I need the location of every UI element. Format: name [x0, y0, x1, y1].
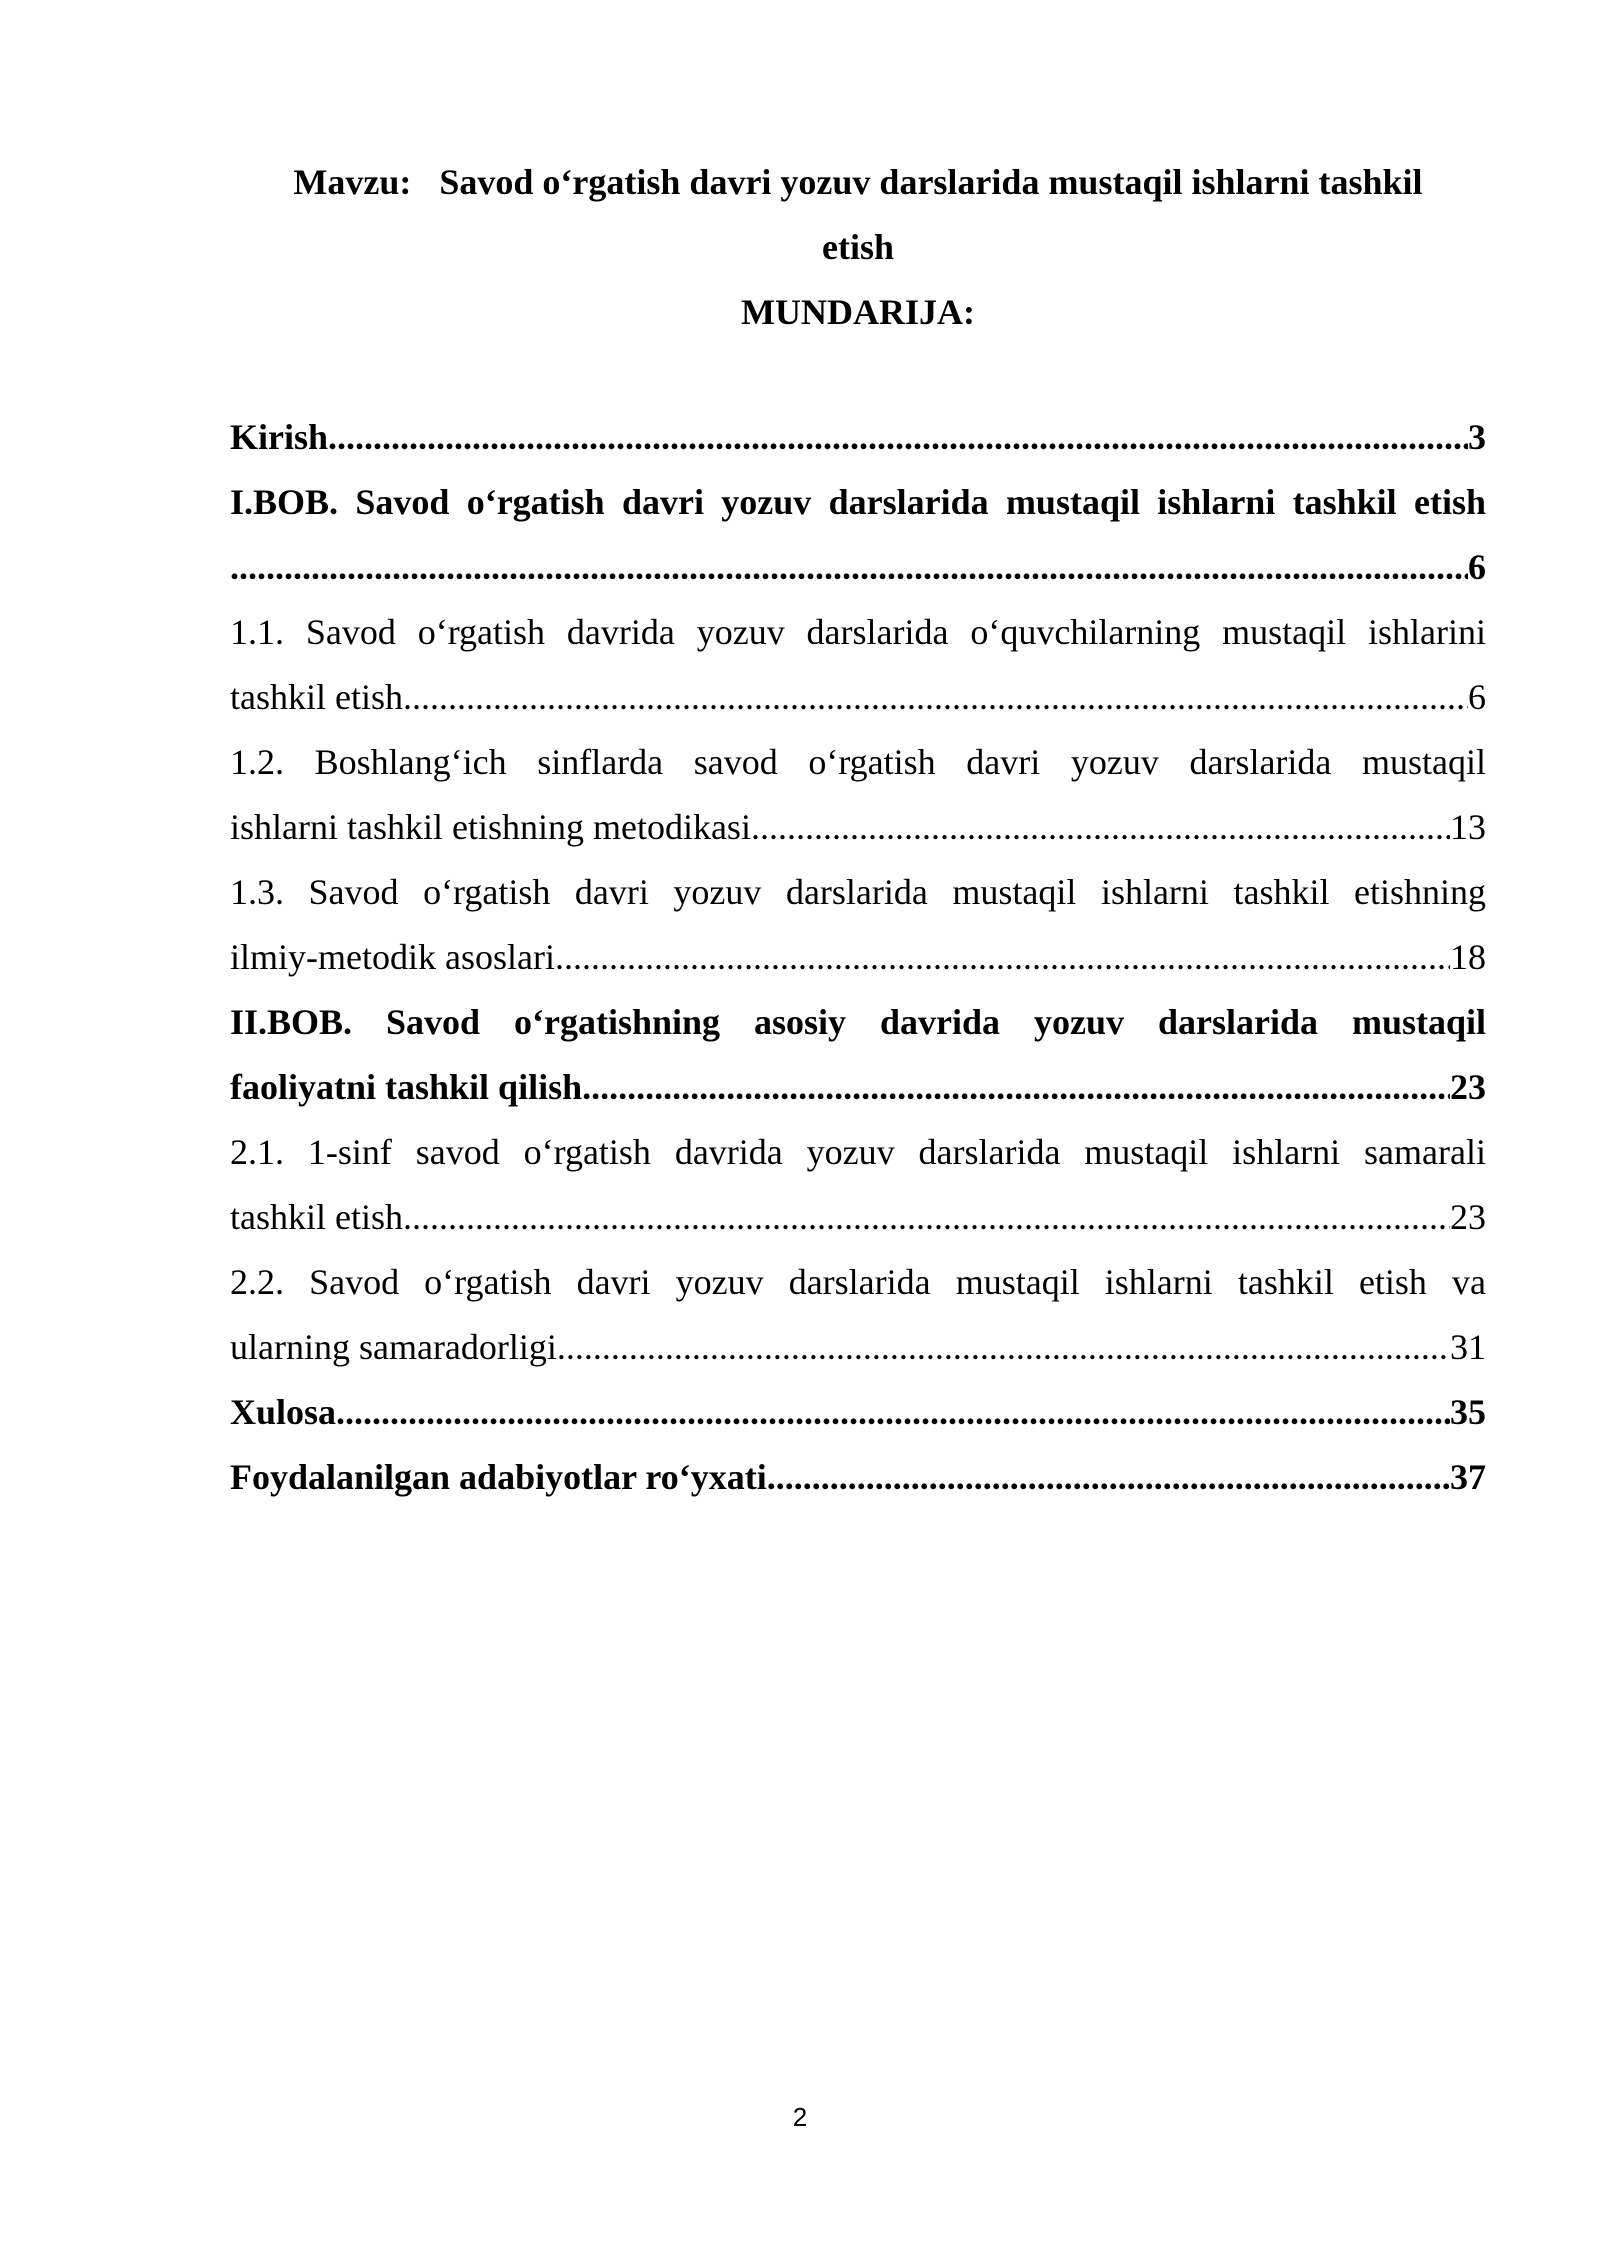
- toc-entry-text-line: 1.1. Savod o‘rgatish davrida yozuv darslarida o‘quvchilarning mustaqil ishlarini: [230, 612, 1486, 652]
- toc-entry: [230, 470, 1486, 600]
- toc-entry-text-line: 1.3. Savod o‘rgatish davri yozuv darslarida mustaqil ishlarni tashkil etishning: [230, 872, 1486, 912]
- toc-dot-leader: [555, 925, 1450, 990]
- toc-entry-title: tashkil etish: [230, 1197, 403, 1237]
- toc-leader-line: [230, 795, 1486, 860]
- toc-entry: [230, 860, 1486, 990]
- toc-entry: [230, 730, 1486, 860]
- toc-entry-text-line: II.BOB. Savod o‘rgatishning asosiy davrida yozuv darslarida mustaqil: [230, 1002, 1486, 1042]
- toc-entry: [230, 1250, 1486, 1380]
- toc-entry: [230, 600, 1486, 730]
- toc-entry-title: ularning samaradorligi: [230, 1327, 557, 1367]
- toc-entry-title: Xulosa: [230, 1392, 337, 1432]
- toc-page-number: 6: [1468, 547, 1486, 587]
- toc-leader-line: [230, 1445, 1486, 1510]
- toc-leader-line: [230, 1380, 1486, 1445]
- toc-entry: [230, 1445, 1486, 1510]
- toc-entry-title: tashkil etish: [230, 677, 403, 717]
- toc-leader-line: [230, 1315, 1486, 1380]
- toc-entry: [230, 990, 1486, 1120]
- topic-title: [230, 150, 1486, 280]
- topic-label: Mavzu:: [293, 162, 412, 202]
- toc-dot-leader: [336, 1380, 1450, 1445]
- toc-leader-line: [230, 1185, 1486, 1250]
- toc-entry-title: ilmiy-metodik asoslari: [230, 937, 555, 977]
- toc-dot-leader: [403, 1185, 1450, 1250]
- toc-entry-title: faoliyatni tashkil qilish: [230, 1067, 583, 1107]
- toc-page-number: 18: [1450, 937, 1486, 977]
- toc-dot-leader: [582, 1055, 1450, 1120]
- toc-dot-leader: [767, 1445, 1450, 1510]
- toc-entry-text-line: I.BOB. Savod o‘rgatish davri yozuv darslarida mustaqil ishlarni tashkil etish: [230, 482, 1486, 522]
- toc-leader-line: [230, 535, 1486, 600]
- toc-leader-line: [230, 405, 1486, 470]
- toc-page-number: 13: [1450, 807, 1486, 847]
- toc-dot-leader: [328, 405, 1468, 470]
- toc-entry-title: Foydalanilgan adabiyotlar ro‘yxati: [230, 1457, 767, 1497]
- toc-page-number: 3: [1468, 417, 1486, 457]
- toc-dot-leader: [557, 1315, 1450, 1380]
- toc-entry-text-line: 1.2. Boshlang‘ich sinflarda savod o‘rgatish davri yozuv darslarida mustaqil: [230, 742, 1486, 782]
- toc-dot-leader: [230, 535, 1468, 600]
- page-number: 2: [792, 2102, 808, 2132]
- toc-page-number: 31: [1450, 1327, 1486, 1367]
- toc-page-number: 23: [1450, 1067, 1486, 1107]
- toc-leader-line: [230, 1055, 1486, 1120]
- table-of-contents: [230, 405, 1486, 1510]
- toc-page-number: 6: [1468, 677, 1486, 717]
- toc-dot-leader: [403, 665, 1468, 730]
- toc-page-number: 35: [1450, 1392, 1486, 1432]
- toc-entry: [230, 1120, 1486, 1250]
- toc-page-number: 23: [1450, 1197, 1486, 1237]
- topic-line-1: Savod o‘rgatish davri yozuv darslarida mustaqil ishlarni tashkil: [439, 162, 1423, 202]
- toc-page-number: 37: [1450, 1457, 1486, 1497]
- toc-entry-text-line: 2.2. Savod o‘rgatish davri yozuv darslarida mustaqil ishlarni tashkil etish va: [230, 1262, 1486, 1302]
- toc-leader-line: [230, 665, 1486, 730]
- toc-entry-title: ishlarni tashkil etishning metodikasi: [230, 807, 751, 847]
- toc-entry-title: Kirish: [230, 417, 329, 457]
- toc-dot-leader: [751, 795, 1450, 860]
- topic-line-2: etish: [822, 227, 894, 267]
- toc-entry-text-line: 2.1. 1-sinf savod o‘rgatish davrida yozuv darslarida mustaqil ishlarni samarali: [230, 1132, 1486, 1172]
- toc-entry: [230, 1380, 1486, 1445]
- toc-entry: [230, 405, 1486, 470]
- contents-heading: MUNDARIJA:: [741, 292, 975, 332]
- toc-leader-line: [230, 925, 1486, 990]
